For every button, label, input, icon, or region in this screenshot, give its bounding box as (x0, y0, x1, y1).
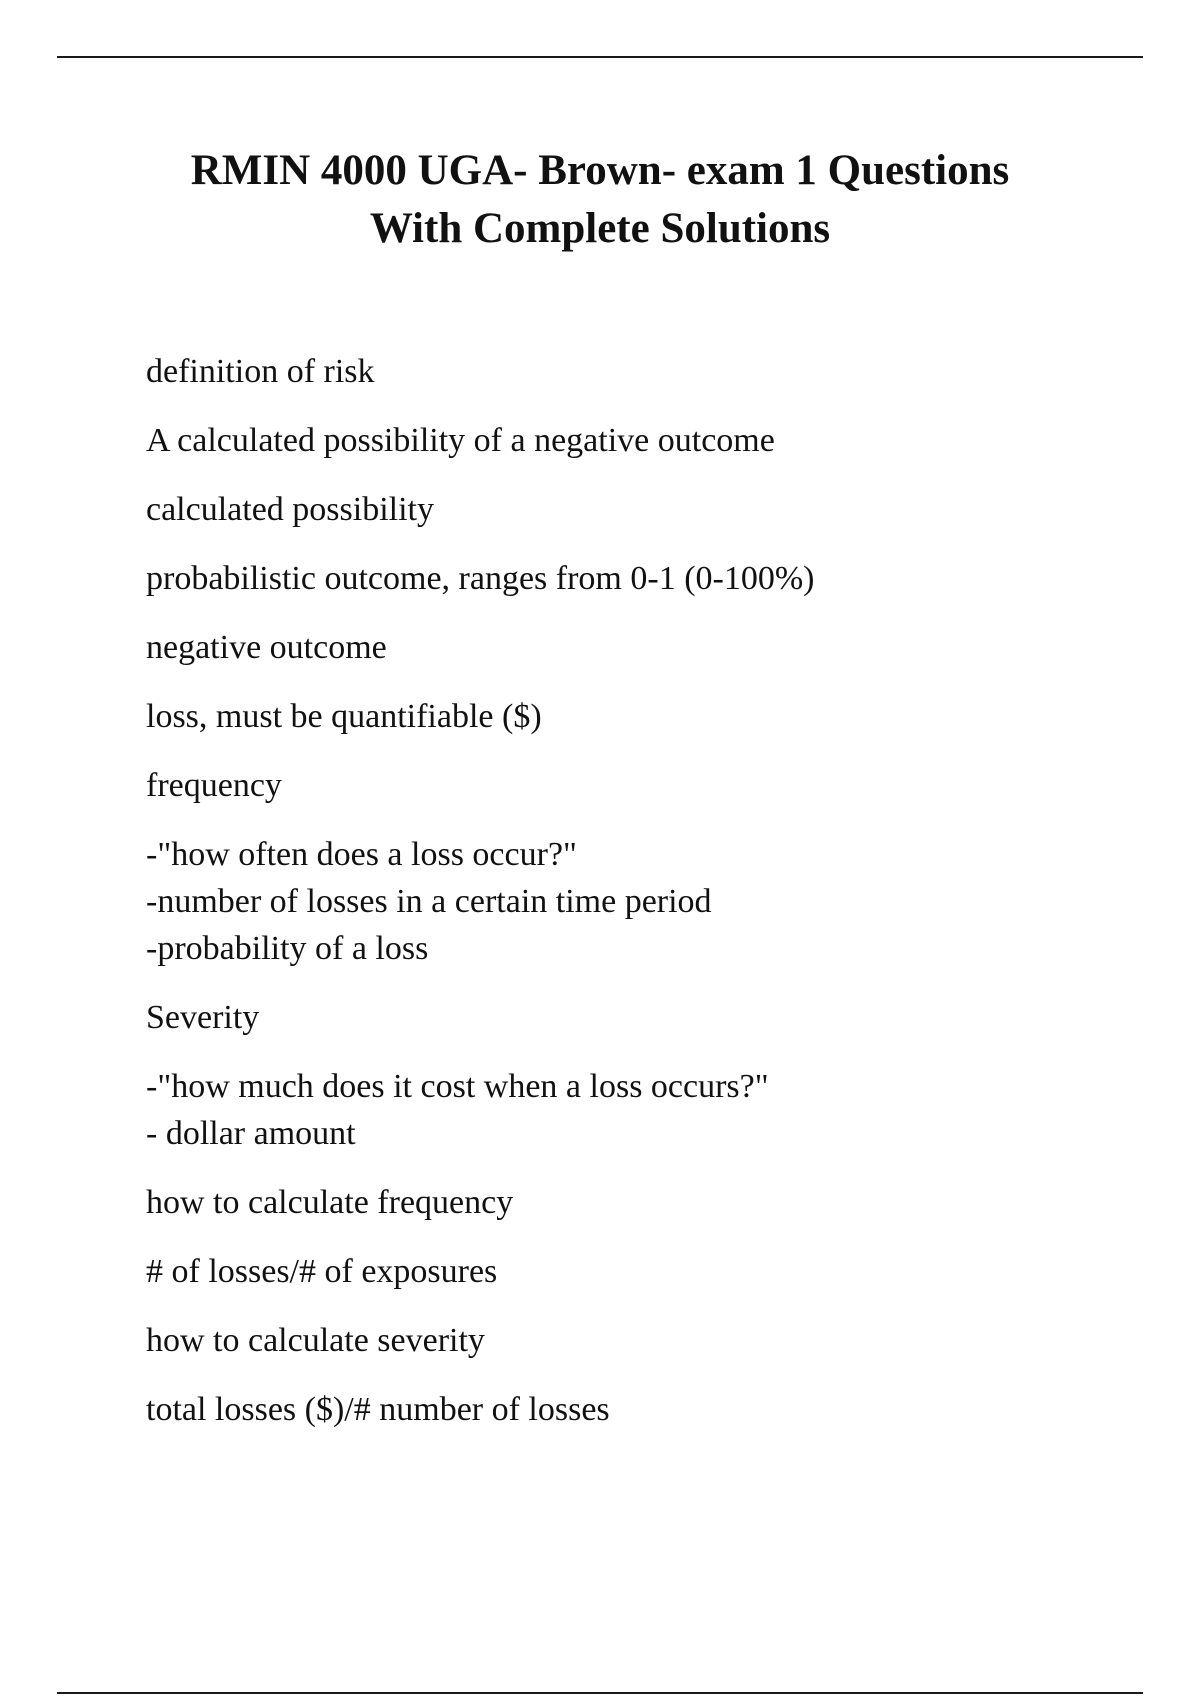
item-line: loss, must be quantifiable ($) (146, 698, 542, 735)
answer-text (146, 1063, 1106, 1157)
question-term (146, 1179, 1106, 1226)
item-line: total losses ($)/# number of losses (146, 1391, 610, 1428)
title-line: RMIN 4000 UGA- Brown- exam 1 Questions (190, 147, 1010, 194)
title-line: With Complete Solutions (369, 205, 831, 252)
item-line: how to calculate frequency (146, 1184, 514, 1221)
answer-text (146, 417, 1106, 464)
item-line: calculated possibility (146, 491, 434, 528)
answer-text (146, 1386, 1106, 1433)
item-line: Severity (146, 999, 260, 1036)
qa-list (146, 348, 1106, 1455)
answer-text (146, 693, 1106, 740)
item-line: -"how much does it cost when a loss occurs?" (146, 1068, 769, 1105)
bottom-rule (57, 1692, 1143, 1694)
answer-text (146, 831, 1106, 972)
item-line: -"how often does a loss occur?" (146, 836, 577, 873)
item-line: negative outcome (146, 629, 387, 666)
question-term (146, 762, 1106, 809)
top-rule (57, 56, 1143, 58)
answer-text (146, 555, 1106, 602)
document-title (60, 142, 1140, 258)
question-term (146, 994, 1106, 1041)
question-term (146, 624, 1106, 671)
question-term (146, 486, 1106, 533)
item-line: # of losses/# of exposures (146, 1253, 498, 1290)
item-line: probabilistic outcome, ranges from 0-1 (0-100%) (146, 560, 815, 597)
item-line: -probability of a loss (146, 930, 429, 967)
item-line: how to calculate severity (146, 1322, 485, 1359)
item-line: A calculated possibility of a negative outcome (146, 422, 775, 459)
question-term (146, 348, 1106, 395)
item-line: - dollar amount (146, 1115, 356, 1152)
item-line: -number of losses in a certain time period (146, 883, 712, 920)
question-term (146, 1317, 1106, 1364)
item-line: definition of risk (146, 353, 375, 390)
answer-text (146, 1248, 1106, 1295)
item-line: frequency (146, 767, 282, 804)
